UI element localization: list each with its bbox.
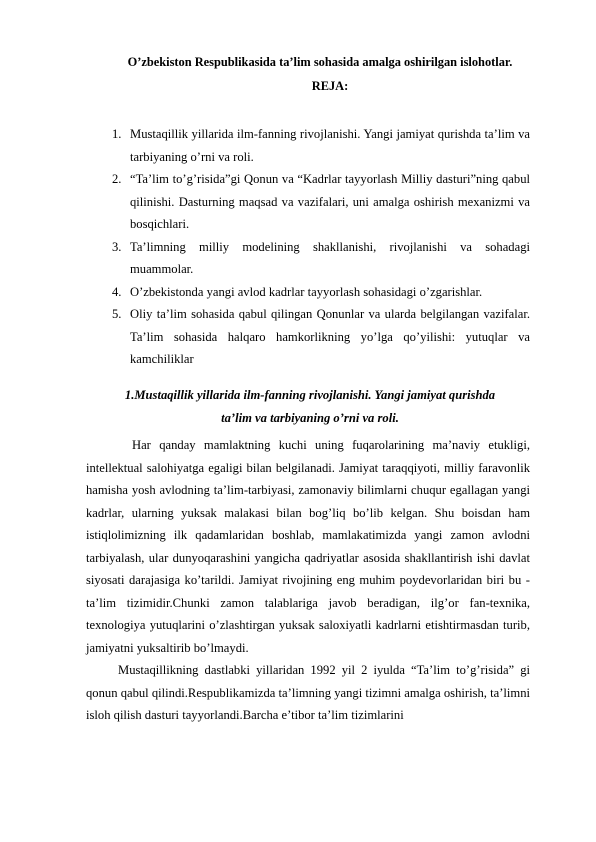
plan-item-text: Oliy ta’lim sohasida qabul qilingan Qonunlar va ularda belgilangan vazifalar. Ta’lim sohasida halqaro hamkorlikning yo’lga qo’yilishi: yutuqlar va kamchiliklar bbox=[130, 307, 530, 366]
plan-item-number: 5. bbox=[112, 307, 122, 321]
plan-heading: REJA: bbox=[311, 79, 349, 93]
body-text bbox=[86, 434, 530, 727]
paragraph: Har qanday mamlaktning kuchi uning fuqarolarining ma’naviy etukligi, intellektual salohiyatga egaligi bilan belgilanadi. Jamiyat taraqqiyoti, milliy faravonlik hamisha yosh avlodning ta’lim-tarbiyasi, zamonaviy bilimlarni chuqur egallagan yangi kadrlar, ularning yuksak malakasi bilan bog’liq bo’lib kelgan. Shu boisdan ham istiqlolimizning ilk qadamlaridan boshlab, mamlakatimizda yangi zamon avlodni tarbiyalash, ular dunyoqarashini yangicha qadriyatlar asosida shakllantirish ishi davlat siyosati darajasiga ko’tarildi. Jamiyat rivojining eng muhim poydevorlaridan biri bu -ta’lim tizimidir.Chunki zamon talablariga javob beradigan, ilg’or fan-texnika, texnologiya yutuqlarini o’zlashtirgan yuksak saloxiyatli kadrlarni etishtirmasdan turib, jamiyatni yuksaltirib bo’lmaydi. bbox=[86, 438, 530, 655]
plan-item-number: 2. bbox=[112, 172, 122, 186]
plan-item bbox=[112, 303, 530, 371]
plan-item bbox=[112, 281, 530, 304]
plan-item-number: 4. bbox=[112, 284, 122, 299]
plan-item-number: 1. bbox=[112, 127, 122, 141]
plan-item-text: O’zbekistonda yangi avlod kadrlar tayyorlash sohasidagi o’zgarishlar. bbox=[130, 284, 483, 299]
plan-item-text: Ta’limning milliy modelining shakllanishi, rivojlanishi va sohadagi muammolar. bbox=[130, 239, 530, 276]
section-heading-line: ta’lim va tarbiyaning o’rni va roli. bbox=[221, 411, 399, 425]
section-heading-line: 1.Mustaqillik yillarida ilm-fanning rivojlanishi. Yangi jamiyat qurishda bbox=[124, 388, 496, 402]
plan-item bbox=[112, 168, 530, 236]
document-title: O’zbekiston Respublikasida ta’lim sohasida amalga oshirilgan islohotlar. bbox=[127, 55, 513, 69]
plan-item bbox=[112, 236, 530, 281]
plan-item-number: 3. bbox=[112, 239, 122, 254]
paragraph: Mustaqillikning dastlabki yillaridan 1992 yil 2 iyulda “Ta’lim to’g’risida” gi qonun qabul qilindi.Respublikamizda ta’limning yangi tizimni amalga oshirish, ta’limni isloh qilish dasturi tayyorlandi.Barcha e’tibor ta’lim tizimlarini bbox=[86, 663, 530, 722]
plan-item-text: Mustaqillik yillarida ilm-fanning rivojlanishi. Yangi jamiyat qurishda ta’lim va tarbiyaning o’rni va roli. bbox=[130, 127, 530, 164]
plan-item bbox=[112, 123, 530, 168]
section-heading bbox=[100, 384, 520, 430]
plan-item-text: “Ta’lim to’g’risida”gi Qonun va “Kadrlar tayyorlash Milliy dasturi”ning qabul qilinishi. Dasturning maqsad va vazifalari, uni amalga oshirish mexanizmi va bosqichlari. bbox=[130, 172, 530, 231]
plan-list bbox=[112, 123, 530, 371]
